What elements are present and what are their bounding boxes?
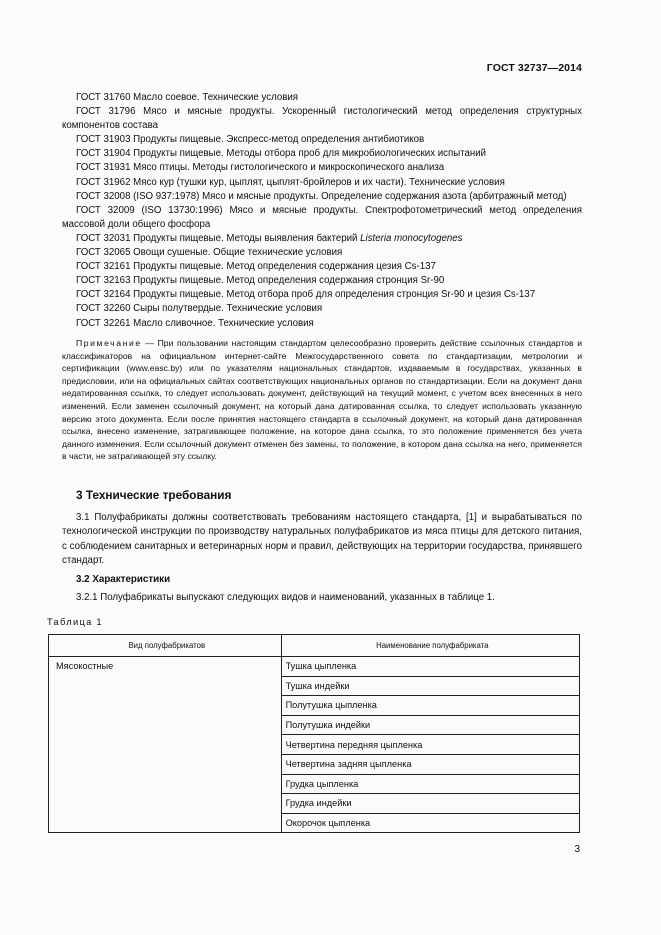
reference-item: ГОСТ 31931 Мясо птицы. Методы гистологического и микроскопического анализа [76, 162, 445, 174]
reference-item: ГОСТ 31904 Продукты пищевые. Методы отбора проб для микробиологических испытаний [76, 148, 487, 160]
reference-italic: Listeria monocytogenes [360, 232, 463, 244]
table-cell: Тушка индейки [281, 676, 579, 696]
paragraph-3-2-1: 3.2.1 Полуфабрикаты выпускают следующих видов и наименований, указанных в таблице 1. [76, 592, 495, 603]
note-block [62, 337, 582, 463]
table-caption: Таблица 1 [47, 617, 103, 627]
reference-item: ГОСТ 31903 Продукты пищевые. Экспресс-метод определения антибиотиков [76, 134, 425, 146]
table-cell: Четвертина передняя цыпленка [281, 735, 579, 755]
reference-item: ГОСТ 32161 Продукты пищевые. Метод определения содержания цезия Cs-137 [76, 261, 436, 273]
table-cell: Тушка цыпленка [281, 657, 579, 677]
reference-item: ГОСТ 31962 Мясо кур (тушки кур, цыплят, цыплят-бройлеров и их части). Технические условия [76, 176, 505, 188]
subsection-title: 3.2 Характеристики [76, 574, 171, 585]
table-1 [48, 634, 580, 833]
reference-item: ГОСТ 32163 Продукты пищевые. Метод определения содержания стронция Sr-90 [76, 275, 445, 287]
table-header-cell: Вид полуфабрикатов [49, 635, 282, 657]
section-title: 3 Технические требования [76, 488, 232, 502]
table-cell: Полутушка цыпленка [281, 696, 579, 716]
table-cell: Окорочок цыпленка [281, 813, 579, 833]
table-cell: Полутушка индейки [281, 715, 579, 735]
table-cell: Грудка цыпленка [281, 774, 579, 794]
references-list [62, 91, 582, 331]
reference-item: ГОСТ 32260 Сыры полутвердые. Технические условия [76, 303, 323, 315]
table-cell: Грудка индейки [281, 794, 579, 814]
table-category-cell: Мясокостные [49, 657, 282, 833]
table-header-row [49, 635, 580, 657]
table-cell: Четвертина задняя цыпленка [281, 754, 579, 774]
reference-prefix: ГОСТ 32031 Продукты пищевые. Методы выявления бактерий [76, 232, 361, 244]
reference-item: ГОСТ 31760 Масло соевое. Технические условия [76, 92, 299, 103]
reference-item: ГОСТ 32065 Овощи сушеные. Общие технические условия [76, 247, 343, 259]
note-label: Примечание [76, 338, 142, 348]
reference-item: ГОСТ 32008 (ISO 937:1978) Мясо и мясные продукты. Определение содержания азота (арбитражный метод) [76, 190, 567, 202]
reference-item: ГОСТ 32009 (ISO 13730:1996) Мясо и мясные продукты. Спектрофотометрический метод определения массовой доли общего фосфора [62, 204, 582, 230]
reference-item: ГОСТ 32164 Продукты пищевые. Метод отбора проб для определения стронция Sr-90 и цезия Cs-137 [76, 289, 536, 301]
paragraph-3-1: 3.1 Полуфабрикаты должны соответствовать требованиям настоящего стандарта, [1] и вырабатываться по технологической инструкции по производству натуральных полуфабрикатов из мяса птицы для детского питания, с соблюдением санитарных и ветеринарных норм и правил, действующих на территории государства, принявшего стандарт. [62, 512, 582, 566]
note-text: При пользовании настоящим стандартом целесообразно проверить действие ссылочных стандартов и классификаторов на официальном интернет-сайте Межгосударственного совета по стандартизации, метрологии и сертификации (www.easc.by) или по указателям национальных стандартов, издаваемым в государствах, указанных в предисловии, или на официальных сайтах соответствующих национальных органов по стандартизации. Если на документ дана недатированная ссылка, то следует использовать документ, действующий на текущий момент, с учетом всех внесенных в него изменений. Если заменен ссылочный документ, на который дана датированная ссылка, то следует использовать указанную версию этого документа. Если после принятия настоящего стандарта в ссылочный документ, на который дана датированная ссылка, внесено изменение, затрагивающее положение, на которое дана ссылка, то это положение применяется без учета данного изменения. Если ссылочный документ отменен без замены, то положение, в котором дана ссылка на него, применяется в части, не затрагивающей эту ссылку. [62, 338, 582, 462]
page-number: 3 [574, 844, 580, 855]
reference-item: ГОСТ 32261 Масло сливочное. Технические условия [76, 317, 314, 329]
table-header-cell: Наименование полуфабриката [281, 635, 579, 657]
reference-item: ГОСТ 31796 Мясо и мясные продукты. Ускоренный гистологический метод определения структурных компонентов состава [62, 106, 582, 132]
note-dash: — [141, 338, 158, 348]
table-row [49, 657, 580, 677]
standard-header: ГОСТ 32737—2014 [486, 62, 582, 74]
reference-item-listeria [62, 232, 582, 246]
